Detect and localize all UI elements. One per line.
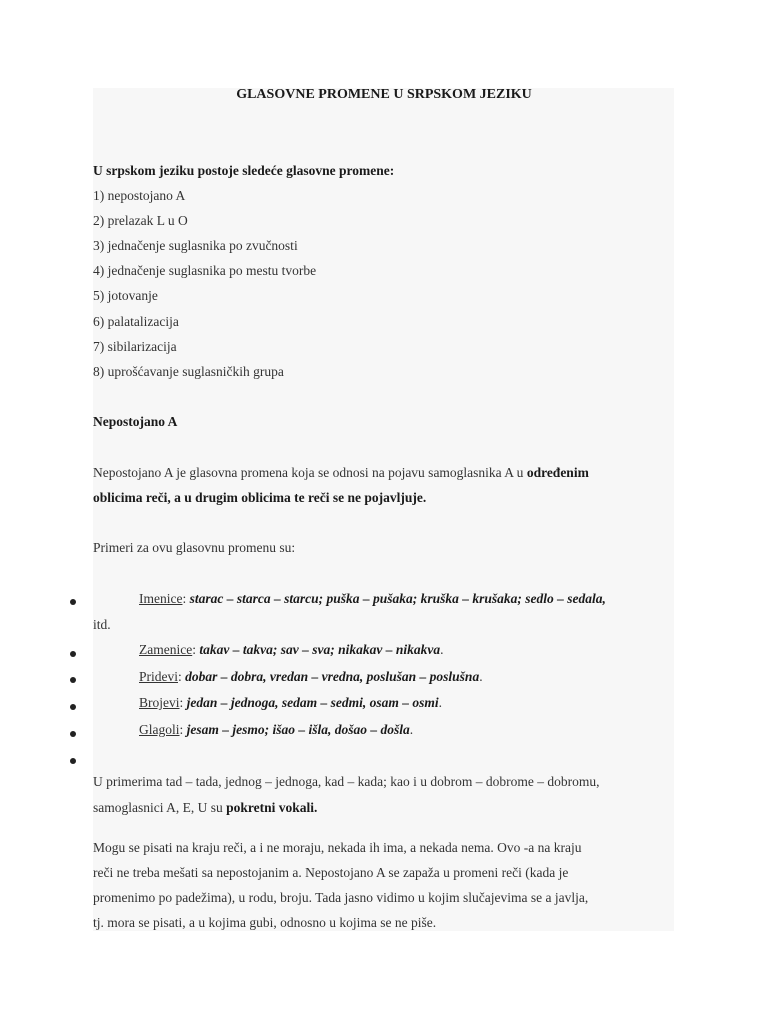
bullet-examples: jedan – jednoga, sedam – sedmi, osam – osmi — [186, 695, 439, 710]
list-item: 7) sibilarizacija — [93, 339, 177, 354]
bullet-label: Brojevi — [139, 695, 180, 710]
definition-bold: određenim — [526, 465, 589, 480]
list-item: 3) jednačenje suglasnika po zvučnosti — [93, 238, 298, 253]
bullet-label: Glagoli — [139, 722, 180, 737]
paragraph-1-line-2: samoglasnici A, E, U su pokretni vokali. — [93, 800, 318, 815]
bullet-dot — [70, 704, 76, 710]
definition-line-1 — [93, 465, 589, 481]
paragraph-2-line: tj. mora se pisati, a u kojima gubi, odnosno u kojima se ne piše. — [93, 915, 437, 930]
bullet-dot — [70, 599, 76, 605]
bullet-dot — [70, 731, 76, 737]
bullet-item-imenice: Imenice: starac – starca – starcu; puška – pušaka; kruška – krušaka; sedlo – sedala, — [139, 591, 606, 606]
list-item: 5) jotovanje — [93, 288, 158, 303]
section-heading: Nepostojano A — [93, 414, 178, 429]
bullet-dot — [70, 677, 76, 683]
definition-text: Nepostojano A je glasovna promena koja se odnosi na pojavu samoglasnika A u — [93, 465, 527, 480]
bullet-label: Zamenice — [139, 642, 193, 657]
list-item: 6) palatalizacija — [93, 314, 179, 329]
bullet-item-zamenice: Zamenice: takav – takva; sav – sva; nikakav – nikakva. — [139, 642, 444, 657]
bullet-item-brojevi: Brojevi: jedan – jednoga, sedam – sedmi, osam – osmi. — [139, 695, 443, 710]
bullet-examples: starac – starca – starcu; puška – pušaka; kruška – krušaka; sedlo – sedala, — [189, 591, 606, 606]
bullet-label: Imenice — [139, 591, 183, 606]
bullet-continuation: itd. — [93, 617, 111, 632]
definition-line-2: oblicima reči, a u drugim oblicima te reči se ne pojavljuje. — [93, 490, 427, 505]
pokretni-vokali: pokretni vokali. — [226, 800, 318, 815]
bullet-examples: dobar – dobra, vredan – vredna, poslušan – poslušna — [185, 669, 480, 684]
bullet-examples: takav – takva; sav – sva; nikakav – nikakva — [199, 642, 441, 657]
bullet-item-pridevi: Pridevi: dobar – dobra, vredan – vredna, poslušan – poslušna. — [139, 669, 483, 684]
bullet-dot — [70, 651, 76, 657]
bullet-label: Pridevi — [139, 669, 178, 684]
list-item: 8) uprošćavanje suglasničkih grupa — [93, 364, 284, 379]
bullet-item-glagoli: Glagoli: jesam – jesmo; išao – išla, došao – došla. — [139, 722, 414, 737]
bullet-dot-empty — [70, 758, 76, 764]
list-item: 4) jednačenje suglasnika po mestu tvorbe — [93, 263, 317, 278]
paragraph-2-line: Mogu se pisati na kraju reči, a i ne moraju, nekada ih ima, a nekada nema. Ovo -a na kraju — [93, 840, 582, 855]
paragraph-2-line: promenimo po padežima), u rodu, broju. Tada jasno vidimo u kojim slučajevima se a javlja, — [93, 890, 589, 905]
bullet-examples: jesam – jesmo; išao – išla, došao – došla — [186, 722, 410, 737]
paragraph-1-line-1: U primerima tad – tada, jednog – jednoga, kad – kada; kao i u dobrom – dobrome – dobromu, — [93, 774, 600, 789]
intro-heading: U srpskom jeziku postoje sledeće glasovne promene: — [93, 163, 395, 178]
examples-intro: Primeri za ovu glasovnu promenu su: — [93, 540, 296, 555]
page-title: GLASOVNE PROMENE U SRPSKOM JEZIKU — [236, 87, 532, 102]
list-item: 2) prelazak L u O — [93, 213, 188, 228]
paragraph-2-line: reči ne treba mešati sa nepostojanim a. Nepostojano A se zapaža u promeni reči (kada je — [93, 865, 569, 880]
list-item: 1) nepostojano A — [93, 188, 186, 203]
